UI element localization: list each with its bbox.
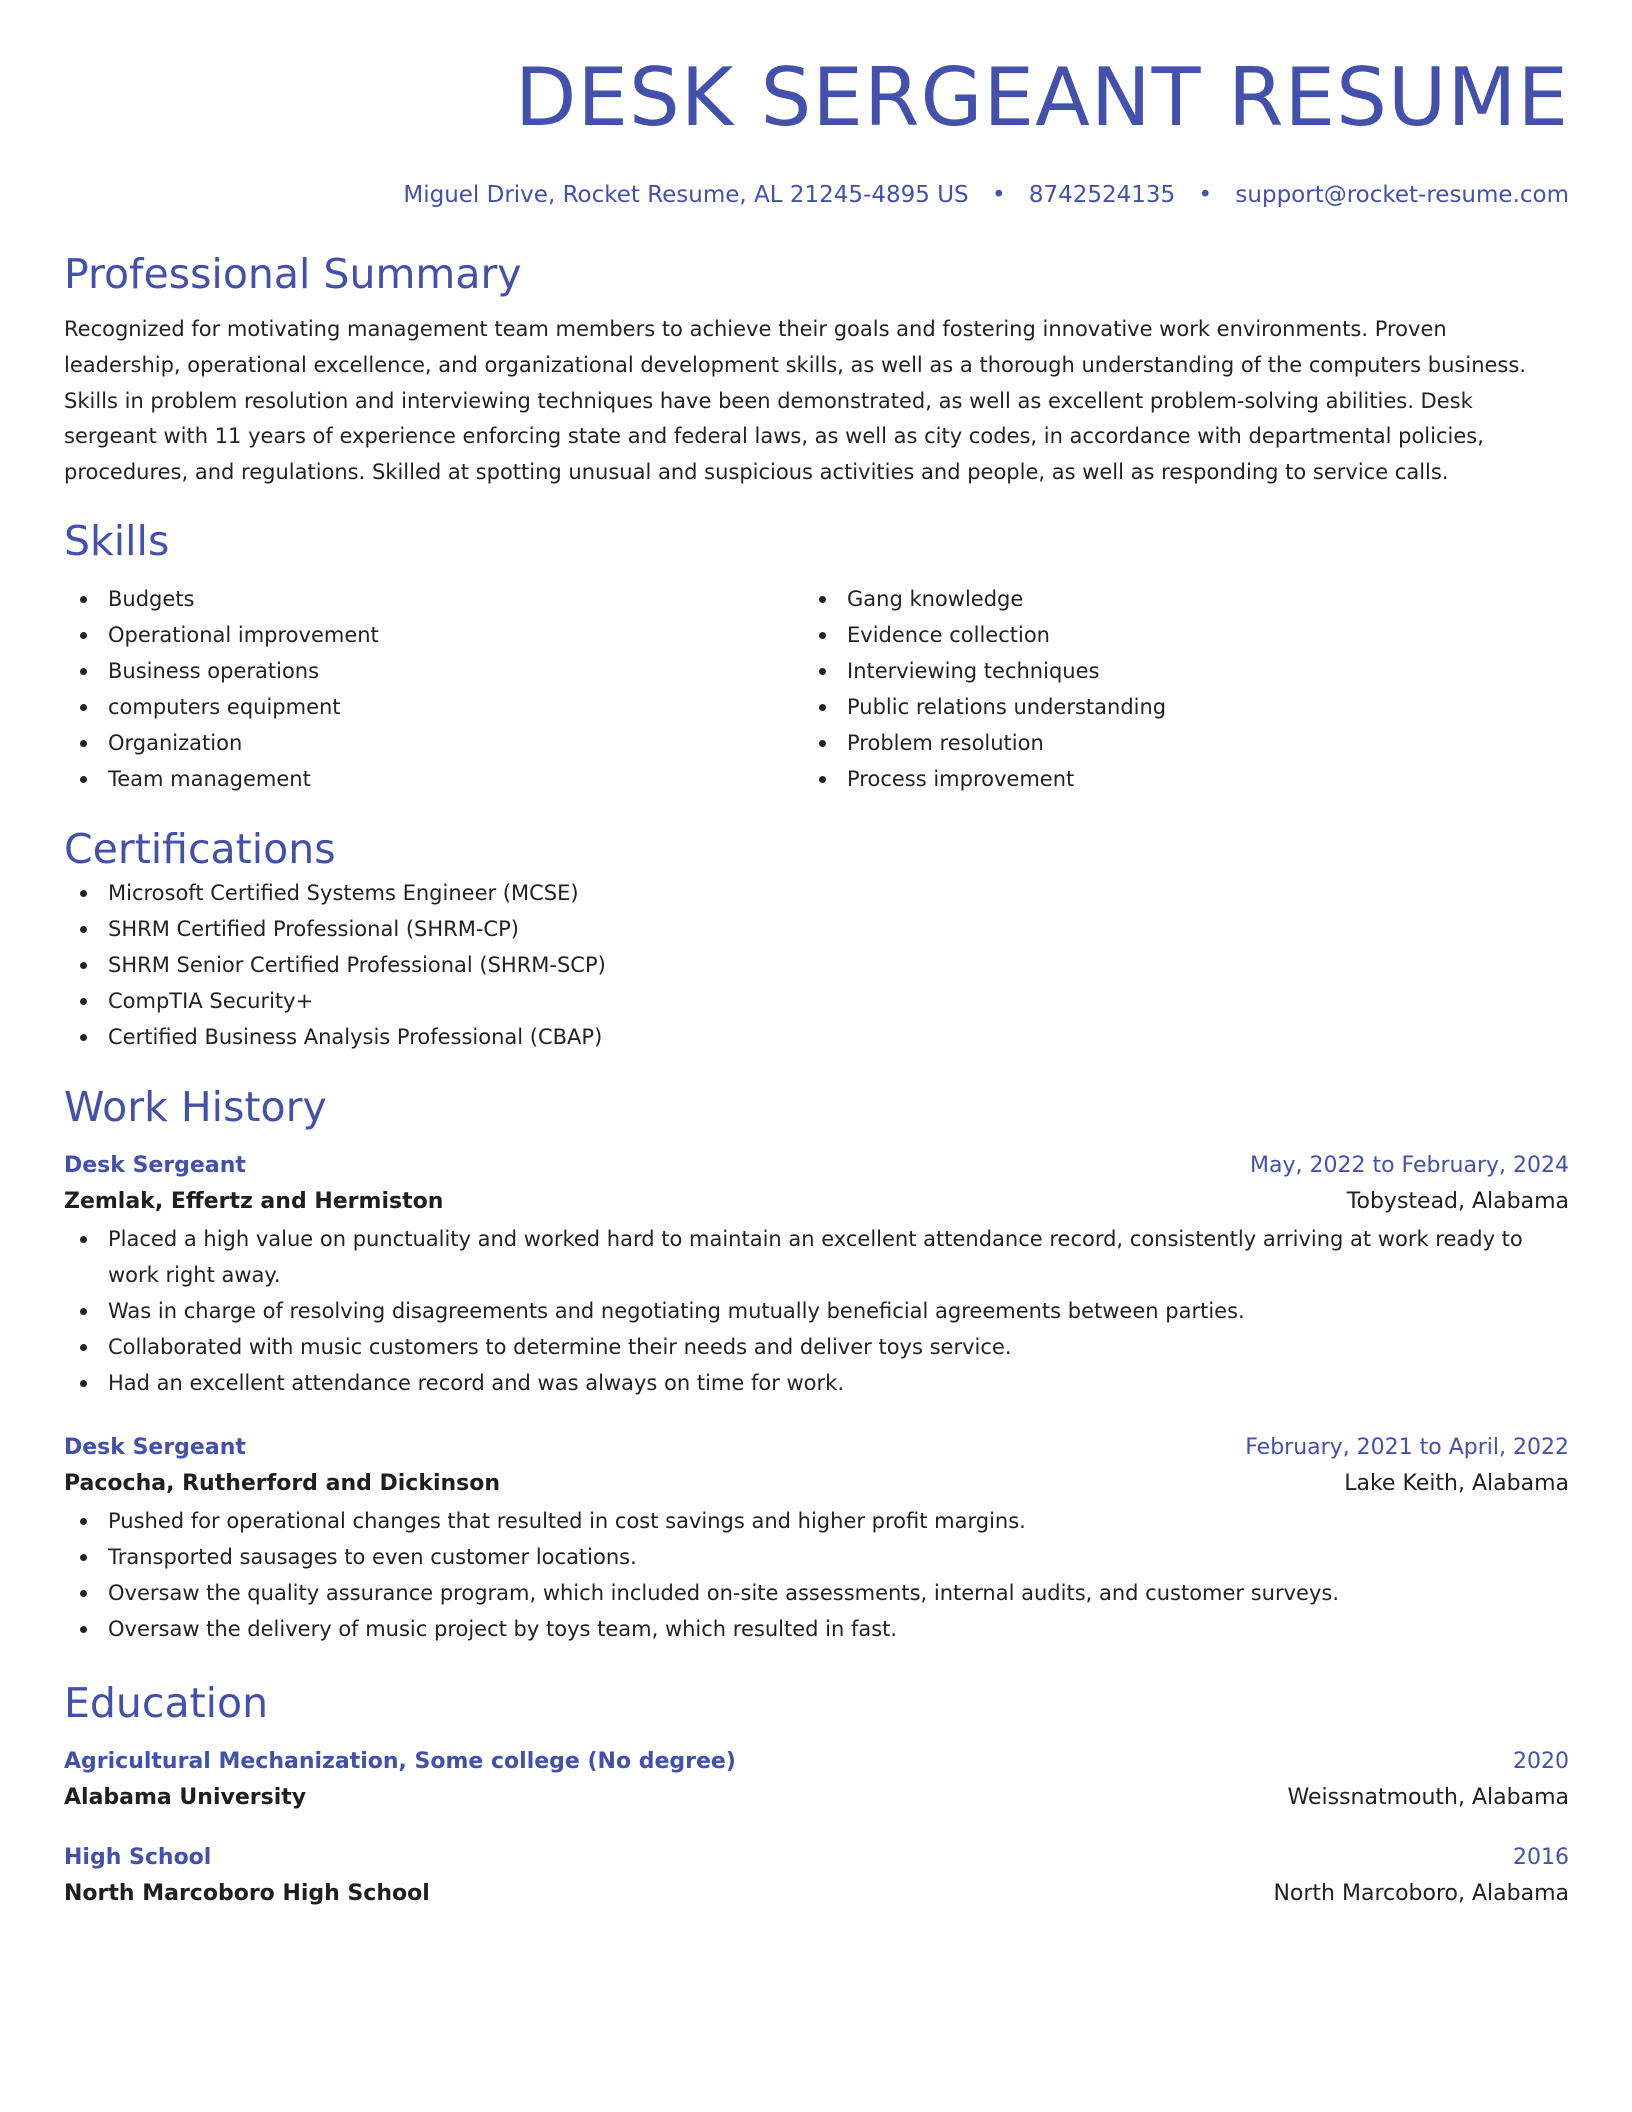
certification-item: SHRM Certified Professional (SHRM-CP)	[64, 911, 1569, 947]
job-title: Desk Sergeant	[64, 1434, 246, 1460]
skills-column-right	[803, 581, 1542, 797]
email-text: support@rocket-resume.com	[1235, 182, 1569, 208]
job-duties-list	[64, 1221, 1569, 1401]
skill-item: Budgets	[64, 581, 803, 617]
work-history-heading: Work History	[64, 1082, 327, 1131]
job-duties-list	[64, 1503, 1569, 1647]
address-text: Miguel Drive, Rocket Resume, AL 21245-4895 US	[403, 182, 969, 208]
education-heading: Education	[64, 1678, 269, 1727]
job-duty-item: Was in charge of resolving disagreements and negotiating mutually beneficial agreements between parties.	[64, 1293, 1569, 1329]
certifications-heading: Certifications	[64, 824, 336, 873]
education-year: 2020	[1513, 1748, 1569, 1774]
skills-heading: Skills	[64, 516, 170, 565]
education-degree: Agricultural Mechanization, Some college (No degree)	[64, 1748, 736, 1774]
skills-list-right	[803, 581, 1542, 797]
job-title: Desk Sergeant	[64, 1152, 246, 1178]
education-entry	[64, 1745, 1569, 1817]
job-entry	[64, 1431, 1569, 1647]
skill-item: Public relations understanding	[803, 689, 1542, 725]
skill-item: Evidence collection	[803, 617, 1542, 653]
phone-text: 8742524135	[1028, 182, 1176, 208]
education-entry	[64, 1841, 1569, 1913]
skill-item: Operational improvement	[64, 617, 803, 653]
skill-item: Business operations	[64, 653, 803, 689]
job-company-row	[64, 1183, 1569, 1221]
job-duty-item: Placed a high value on punctuality and worked hard to maintain an excellent attendance record, consistently arriving at work ready to work right away.	[64, 1221, 1569, 1293]
skill-item: Gang knowledge	[803, 581, 1542, 617]
job-company: Pacocha, Rutherford and Dickinson	[64, 1470, 501, 1496]
certifications-list	[64, 875, 1569, 1055]
skill-item: computers equipment	[64, 689, 803, 725]
job-duty-item: Collaborated with music customers to determine their needs and deliver toys service.	[64, 1329, 1569, 1365]
skill-item: Organization	[64, 725, 803, 761]
summary-heading: Professional Summary	[64, 250, 522, 298]
education-header-row	[64, 1745, 1569, 1779]
certification-item: Certified Business Analysis Professional (CBAP)	[64, 1019, 1569, 1055]
contact-line	[64, 180, 1569, 210]
separator-dot: •	[1198, 182, 1213, 208]
job-header-row	[64, 1431, 1569, 1465]
job-duty-item: Pushed for operational changes that resulted in cost savings and higher profit margins.	[64, 1503, 1569, 1539]
job-duty-item: Oversaw the quality assurance program, which included on-site assessments, internal audits, and customer surveys.	[64, 1575, 1569, 1611]
certification-item: Microsoft Certified Systems Engineer (MCSE)	[64, 875, 1569, 911]
education-school-row	[64, 1875, 1569, 1913]
separator-dot: •	[991, 182, 1006, 208]
skill-item: Interviewing techniques	[803, 653, 1542, 689]
skills-list-left	[64, 581, 803, 797]
skills-grid	[64, 581, 1569, 797]
job-duty-item: Oversaw the delivery of music project by toys team, which resulted in fast.	[64, 1611, 1569, 1647]
job-dates: February, 2021 to April, 2022	[1245, 1434, 1569, 1460]
job-duty-item: Had an excellent attendance record and was always on time for work.	[64, 1365, 1569, 1401]
job-dates: May, 2022 to February, 2024	[1250, 1152, 1569, 1178]
skill-item: Process improvement	[803, 761, 1542, 797]
job-duty-item: Transported sausages to even customer locations.	[64, 1539, 1569, 1575]
education-location: North Marcoboro, Alabama	[1273, 1880, 1569, 1906]
job-company-row	[64, 1465, 1569, 1503]
job-entry	[64, 1149, 1569, 1401]
job-location: Lake Keith, Alabama	[1344, 1470, 1569, 1496]
education-header-row	[64, 1841, 1569, 1875]
education-school: North Marcoboro High School	[64, 1880, 430, 1906]
job-company: Zemlak, Effertz and Hermiston	[64, 1188, 444, 1214]
education-location: Weissnatmouth, Alabama	[1287, 1784, 1569, 1810]
job-header-row	[64, 1149, 1569, 1183]
certification-item: SHRM Senior Certified Professional (SHRM-SCP)	[64, 947, 1569, 983]
skill-item: Team management	[64, 761, 803, 797]
summary-text: Recognized for motivating management team members to achieve their goals and fostering innovative work environments. Proven leadership, operational excellence, and organizational development skills, as well as a thorough understanding of the computers business. Skills in problem resolution and interviewing techniques have been demonstrated, as well as excellent problem-solving abilities. Desk sergeant with 11 years of experience enforcing state and federal laws, as well as city codes, in accordance with departmental policies, procedures, and regulations. Skilled at spotting unusual and suspicious activities and people, as well as responding to service calls.	[64, 317, 1526, 485]
education-year: 2016	[1513, 1844, 1569, 1870]
skill-item: Problem resolution	[803, 725, 1542, 761]
skills-column-left	[64, 581, 803, 797]
certification-item: CompTIA Security+	[64, 983, 1569, 1019]
education-school: Alabama University	[64, 1784, 307, 1810]
education-school-row	[64, 1779, 1569, 1817]
education-degree: High School	[64, 1844, 212, 1870]
resume-title: DESK SERGEANT RESUME	[514, 51, 1569, 144]
job-location: Tobystead, Alabama	[1346, 1188, 1569, 1214]
